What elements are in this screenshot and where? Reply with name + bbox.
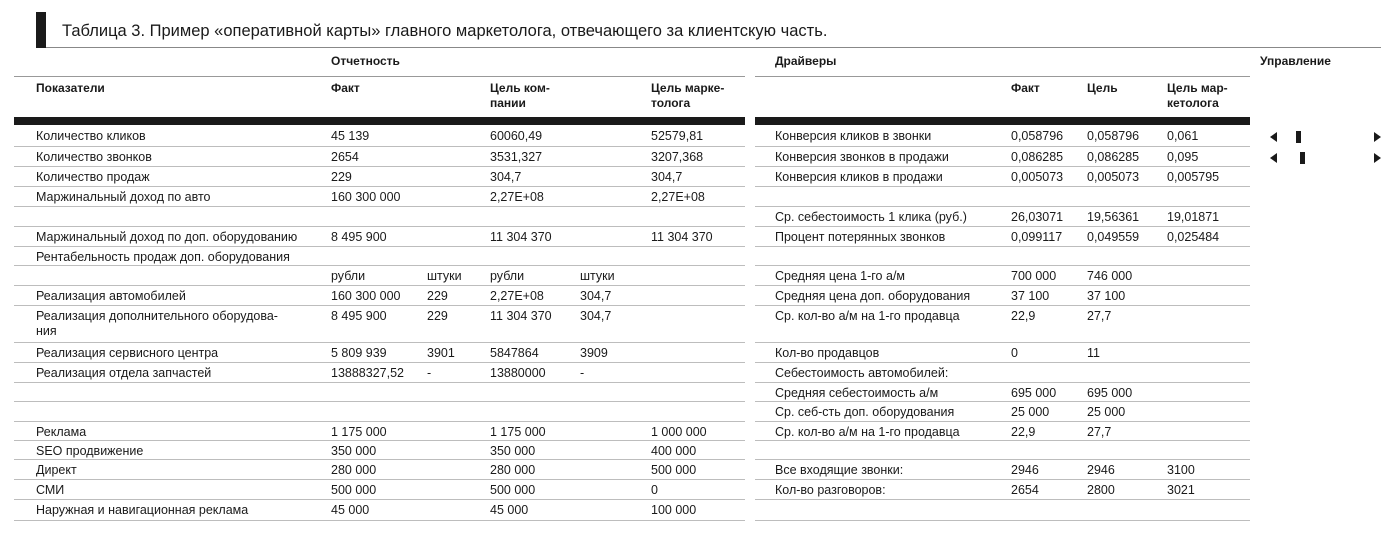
table-cell: 2,27E+08	[490, 190, 544, 204]
row-label: Рентабельность продаж доп. оборудования	[36, 250, 290, 264]
header-bar-left	[14, 117, 745, 125]
row-label: Маржинальный доход по авто	[36, 190, 211, 204]
row-divider	[755, 246, 1250, 247]
table-cell: 13880000	[490, 366, 546, 380]
header-rule-left	[14, 76, 745, 77]
table-cell: 11 304 370	[490, 309, 552, 323]
driver-cell: 0,086285	[1011, 150, 1064, 164]
table-cell: 0	[651, 483, 658, 497]
driver-cell: 37 100	[1087, 289, 1126, 303]
row-divider	[14, 401, 745, 402]
table-cell: 229	[427, 309, 448, 323]
driver-cell: 3021	[1167, 483, 1195, 497]
row-divider	[755, 499, 1250, 500]
row-label: СМИ	[36, 483, 65, 497]
row-label: Количество звонков	[36, 150, 152, 164]
driver-cell: 19,56361	[1087, 210, 1140, 224]
table-cell: 45 139	[331, 129, 370, 143]
table-cell: 8 495 900	[331, 309, 387, 323]
row-label: Реализация дополнительного оборудова- ния	[36, 309, 278, 338]
row-divider	[755, 479, 1250, 480]
driver-cell: 0,099117	[1011, 230, 1063, 244]
row-divider	[14, 285, 745, 286]
row-label: Маржинальный доход по доп. оборудованию	[36, 230, 298, 244]
driver-cell: 0,058796	[1011, 129, 1064, 143]
arrow-left-icon[interactable]	[1270, 132, 1277, 142]
table-cell: 280 000	[331, 463, 377, 477]
driver-cell: 2654	[1011, 483, 1039, 497]
slider-thumb[interactable]	[1300, 152, 1305, 164]
control-slider[interactable]	[1270, 131, 1382, 143]
row-divider	[14, 520, 745, 521]
driver-label: Конверсия кликов в звонки	[775, 129, 932, 143]
table-cell: 304,7	[651, 170, 683, 184]
driver-label: Ср. кол-во а/м на 1-го продавца	[775, 309, 960, 323]
driver-cell: 695 000	[1087, 386, 1133, 400]
table-cell: 160 300 000	[331, 289, 401, 303]
row-divider	[755, 421, 1250, 422]
driver-cell: 0,025484	[1167, 230, 1220, 244]
table-cell: 500 000	[651, 463, 697, 477]
group-header-drivers: Драйверы	[775, 54, 837, 68]
table-cell: 160 300 000	[331, 190, 401, 204]
table-cell: 2,27E+08	[490, 289, 544, 303]
driver-cell: 37 100	[1011, 289, 1050, 303]
table-cell: рубли	[490, 269, 525, 283]
table-cell: 8 495 900	[331, 230, 387, 244]
table-cell: -	[427, 366, 432, 380]
driver-label: Все входящие звонки:	[775, 463, 904, 477]
arrow-right-icon[interactable]	[1374, 132, 1381, 142]
table-cell: 500 000	[331, 483, 377, 497]
driver-cell: 700 000	[1011, 269, 1057, 283]
driver-label: Кол-во разговоров:	[775, 483, 886, 497]
group-header-control: Управление	[1260, 54, 1331, 68]
table-cell: 3901	[427, 346, 455, 360]
row-divider	[14, 246, 745, 247]
row-divider	[755, 166, 1250, 167]
driver-cell: 2946	[1087, 463, 1115, 477]
row-divider	[14, 421, 745, 422]
row-divider	[14, 499, 745, 500]
driver-cell: 19,01871	[1167, 210, 1220, 224]
row-divider	[755, 146, 1250, 147]
table-cell: 280 000	[490, 463, 536, 477]
table-cell: 45 000	[331, 503, 370, 517]
driver-cell: 0,005073	[1087, 170, 1140, 184]
group-header-reporting: Отчетность	[331, 54, 400, 68]
driver-cell: 25 000	[1087, 405, 1126, 419]
title-rule	[46, 47, 1381, 48]
row-divider	[755, 362, 1250, 363]
driver-cell: 22,9	[1011, 425, 1036, 439]
driver-cell: 0,058796	[1087, 129, 1140, 143]
table-cell: штуки	[427, 269, 462, 283]
row-divider	[14, 342, 745, 343]
row-label: Директ	[36, 463, 77, 477]
table-cell: 3531,327	[490, 150, 543, 164]
row-divider	[755, 206, 1250, 207]
table-cell: 52579,81	[651, 129, 704, 143]
title-marker	[36, 12, 46, 48]
driver-cell: 26,03071	[1011, 210, 1064, 224]
driver-label: Средняя себестоимость а/м	[775, 386, 939, 400]
row-label: Количество кликов	[36, 129, 146, 143]
table-cell: 1 175 000	[490, 425, 546, 439]
row-divider	[14, 362, 745, 363]
row-divider	[755, 265, 1250, 266]
table-cell: 304,7	[580, 289, 612, 303]
driver-label: Ср. себ-сть доп. оборудования	[775, 405, 955, 419]
table-cell: 400 000	[651, 444, 697, 458]
driver-cell: 2946	[1011, 463, 1039, 477]
table-cell: 304,7	[490, 170, 522, 184]
table-cell: 2,27E+08	[651, 190, 705, 204]
table-cell: 3207,368	[651, 150, 704, 164]
table-cell: 60060,49	[490, 129, 543, 143]
header-rule-right	[755, 76, 1250, 77]
table-cell: 350 000	[490, 444, 536, 458]
table-cell: 2654	[331, 150, 359, 164]
table-cell: 5847864	[490, 346, 539, 360]
row-divider	[755, 186, 1250, 187]
driver-label: Конверсия звонков в продажи	[775, 150, 949, 164]
driver-cell: 0,005073	[1011, 170, 1064, 184]
col-header-indicators: Показатели	[36, 81, 105, 95]
driver-cell: 0,086285	[1087, 150, 1140, 164]
row-divider	[755, 440, 1250, 441]
row-divider	[14, 382, 745, 383]
table-cell: 13888327,52	[331, 366, 404, 380]
table-cell: 5 809 939	[331, 346, 387, 360]
driver-label: Кол-во продавцов	[775, 346, 880, 360]
driver-cell: 25 000	[1011, 405, 1050, 419]
driver-label: Средняя цена 1-го а/м	[775, 269, 906, 283]
row-divider	[755, 305, 1250, 306]
driver-cell: 0,005795	[1167, 170, 1220, 184]
row-divider	[14, 226, 745, 227]
table-cell: 229	[427, 289, 448, 303]
driver-cell: 22,9	[1011, 309, 1036, 323]
driver-cell: 3100	[1167, 463, 1195, 477]
driver-cell: 11	[1087, 346, 1100, 360]
driver-label: Ср. кол-во а/м на 1-го продавца	[775, 425, 960, 439]
driver-label: Себестоимость автомобилей:	[775, 366, 949, 380]
table-cell: 1 000 000	[651, 425, 707, 439]
table-cell: 11 304 370	[651, 230, 713, 244]
table-cell: 11 304 370	[490, 230, 552, 244]
driver-cell: 0,061	[1167, 129, 1199, 143]
driver-label: Ср. себестоимость 1 клика (руб.)	[775, 210, 967, 224]
table-cell: 100 000	[651, 503, 697, 517]
slider-thumb[interactable]	[1296, 131, 1301, 143]
row-divider	[755, 459, 1250, 460]
col-header-driver-fact: Факт	[1011, 81, 1040, 95]
table-cell: 229	[331, 170, 352, 184]
driver-cell: 0,049559	[1087, 230, 1140, 244]
arrow-right-icon[interactable]	[1374, 153, 1381, 163]
row-divider	[14, 265, 745, 266]
row-label: Реализация отдела запчастей	[36, 366, 212, 380]
table-cell: рубли	[331, 269, 366, 283]
row-label: Реклама	[36, 425, 87, 439]
row-divider	[755, 401, 1250, 402]
table-cell: штуки	[580, 269, 615, 283]
table-cell: 1 175 000	[331, 425, 387, 439]
table-cell: 500 000	[490, 483, 536, 497]
row-divider	[755, 382, 1250, 383]
col-header-driver-marketer-goal: Цель мар- кетолога	[1167, 81, 1228, 110]
col-header-driver-goal: Цель	[1087, 81, 1118, 95]
driver-cell: 27,7	[1087, 425, 1112, 439]
row-divider	[755, 285, 1250, 286]
row-divider	[14, 440, 745, 441]
table-cell: 45 000	[490, 503, 529, 517]
table-cell: 304,7	[580, 309, 612, 323]
row-divider	[14, 459, 745, 460]
driver-cell: 746 000	[1087, 269, 1133, 283]
row-divider	[14, 206, 745, 207]
table-cell: -	[580, 366, 585, 380]
row-label: Наружная и навигационная реклама	[36, 503, 249, 517]
arrow-left-icon[interactable]	[1270, 153, 1277, 163]
row-label: SEO продвижение	[36, 444, 144, 458]
row-divider	[14, 186, 745, 187]
row-label: Количество продаж	[36, 170, 150, 184]
driver-label: Средняя цена доп. оборудования	[775, 289, 971, 303]
driver-cell: 695 000	[1011, 386, 1057, 400]
row-divider	[14, 479, 745, 480]
table-title: Таблица 3. Пример «оперативной карты» главного маркетолога, отвечающего за клиентскую часть.	[62, 22, 828, 40]
row-divider	[14, 146, 745, 147]
row-divider	[755, 226, 1250, 227]
row-divider	[755, 342, 1250, 343]
driver-cell: 0,095	[1167, 150, 1199, 164]
driver-cell: 2800	[1087, 483, 1115, 497]
row-divider	[14, 305, 745, 306]
col-header-fact: Факт	[331, 81, 360, 95]
row-label: Реализация сервисного центра	[36, 346, 219, 360]
table-cell: 3909	[580, 346, 608, 360]
row-divider	[14, 166, 745, 167]
table-cell: 350 000	[331, 444, 377, 458]
header-bar-right	[755, 117, 1250, 125]
table-title-bar	[36, 12, 1381, 48]
driver-cell: 27,7	[1087, 309, 1112, 323]
control-slider[interactable]	[1270, 152, 1382, 164]
row-label: Реализация автомобилей	[36, 289, 186, 303]
driver-label: Процент потерянных звонков	[775, 230, 946, 244]
driver-label: Конверсия кликов в продажи	[775, 170, 943, 184]
driver-cell: 0	[1011, 346, 1018, 360]
col-header-marketer-goal: Цель марке- толога	[651, 81, 725, 110]
row-divider	[755, 520, 1250, 521]
col-header-company-goal: Цель ком- пании	[490, 81, 550, 110]
